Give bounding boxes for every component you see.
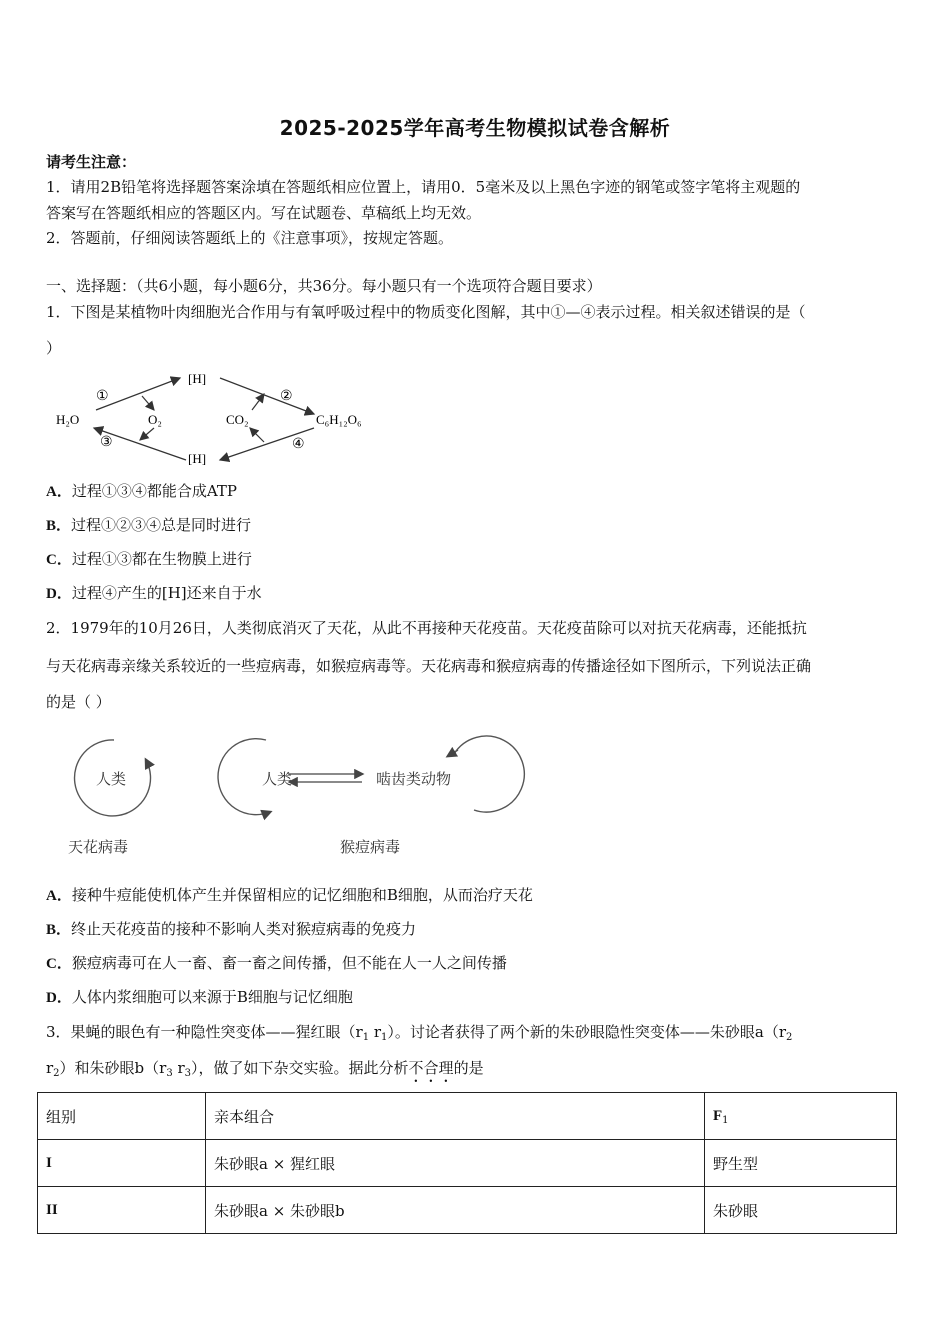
section-heading: 一、选择题：（共6小题，每小题6分，共36分。每小题只有一个选项符合题目要求）: [46, 277, 602, 295]
row-group: I: [38, 1140, 206, 1187]
row-group: II: [38, 1187, 206, 1234]
glucose-label: C₆H₁₂O₆: [316, 412, 362, 427]
row-parents: 朱砂眼a × 猩红眼: [206, 1140, 705, 1187]
header-f1: $F_1$: [705, 1093, 897, 1140]
q1-option-d: D．过程④产生的[H]还来自于水: [46, 584, 262, 602]
cross-experiment-table: [37, 1092, 897, 1234]
q3-stem-1: 3．果蝇的眼色有一种隐性突变体——猩红眼（$r_1$ $r_1$）。讨论者获得了两个新的朱砂眼隐性突变体——朱砂眼$a(r_2$: [46, 1023, 793, 1043]
table-row: [38, 1140, 897, 1187]
q2-option-a: A．接种牛痘能使机体产生并保留相应的记忆细胞和B细胞，从而治疗天花: [46, 886, 533, 904]
human-label-2: 人类: [262, 772, 293, 788]
emphasis-not-reasonable: 不合理: [408, 1059, 454, 1077]
process-4-label: ④: [292, 437, 305, 452]
h-bottom-label: [H]: [188, 451, 207, 466]
notice-line-1-cont: 答案写在答题纸相应的答题区内。写在试题卷、草稿纸上均无效。: [46, 204, 482, 222]
notice-line-1: 1．请用2B铅笔将选择题答案涂填在答题纸相应位置上，请用0．5毫米及以上黑色字迹的钢笔或签字笔将主观题的: [46, 178, 801, 196]
row-f1: 野生型: [705, 1140, 897, 1187]
q1-option-a: A．过程①③④都能合成ATP: [46, 482, 237, 500]
table-header-row: [38, 1093, 897, 1140]
q2-option-d: D．人体内浆细胞可以来源于B细胞与记忆细胞: [46, 988, 353, 1006]
row-f1: 朱砂眼: [705, 1187, 897, 1234]
h-top-label: [H]: [188, 371, 207, 386]
q2-stem-2: 与天花病毒亲缘关系较近的一些痘病毒，如猴痘病毒等。天花病毒和猴痘病毒的传播途径如下图所示，下列说法正确: [46, 657, 812, 675]
table-row: [38, 1187, 897, 1234]
q2-option-c: C．猴痘病毒可在人一畜、畜一畜之间传播，但不能在人一人之间传播: [46, 954, 507, 972]
q1-stem: 1．下图是某植物叶肉细胞光合作用与有氧呼吸过程中的物质变化图解，其中①—④表示过程。相关叙述错误的是（: [46, 303, 806, 321]
human-label-1: 人类: [96, 772, 127, 788]
h2o-label: H₂O: [56, 412, 80, 427]
co2-label: CO₂: [226, 412, 249, 427]
rodent-label: 啮齿类动物: [376, 772, 452, 788]
q1-process-diagram: [52, 362, 392, 470]
q2-stem-1: 2．1979年的10月26日，人类彻底消灭了天花，从此不再接种天花疫苗。天花疫苗除可以对抗天花病毒，还能抵抗: [46, 619, 807, 637]
caption-smallpox: 天花病毒: [68, 840, 129, 856]
row-parents: 朱砂眼a × 朱砂眼b: [206, 1187, 705, 1234]
q2-stem-3: 的是（ ）: [46, 693, 111, 711]
o2-label: O₂: [148, 412, 162, 427]
q1-stem-end: ）: [46, 339, 62, 357]
header-group: 组别: [38, 1093, 206, 1140]
caption-monkeypox: 猴痘病毒: [340, 840, 401, 856]
q1-option-c: C．过程①③都在生物膜上进行: [46, 550, 252, 568]
notice-heading: 请考生注意：: [46, 153, 137, 171]
q1-option-b: B．过程①②③④总是同时进行: [46, 516, 252, 534]
q3-stem-2: $r_2$）和朱砂眼$b(r_3$ $r_3$），做了如下杂交实验。据此分析不合理的是: [46, 1059, 484, 1079]
process-3-label: ③: [100, 435, 113, 450]
q2-transmission-diagram: [56, 732, 526, 862]
page-title: 2025-2025学年高考生物模拟试卷含解析: [279, 116, 671, 140]
process-2-label: ②: [280, 389, 293, 404]
notice-line-2: 2．答题前，仔细阅读答题纸上的《注意事项》，按规定答题。: [46, 229, 454, 247]
process-1-label: ①: [96, 389, 109, 404]
header-parents: 亲本组合: [206, 1093, 705, 1140]
q2-option-b: B．终止天花疫苗的接种不影响人类对猴痘病毒的免疫力: [46, 920, 417, 938]
